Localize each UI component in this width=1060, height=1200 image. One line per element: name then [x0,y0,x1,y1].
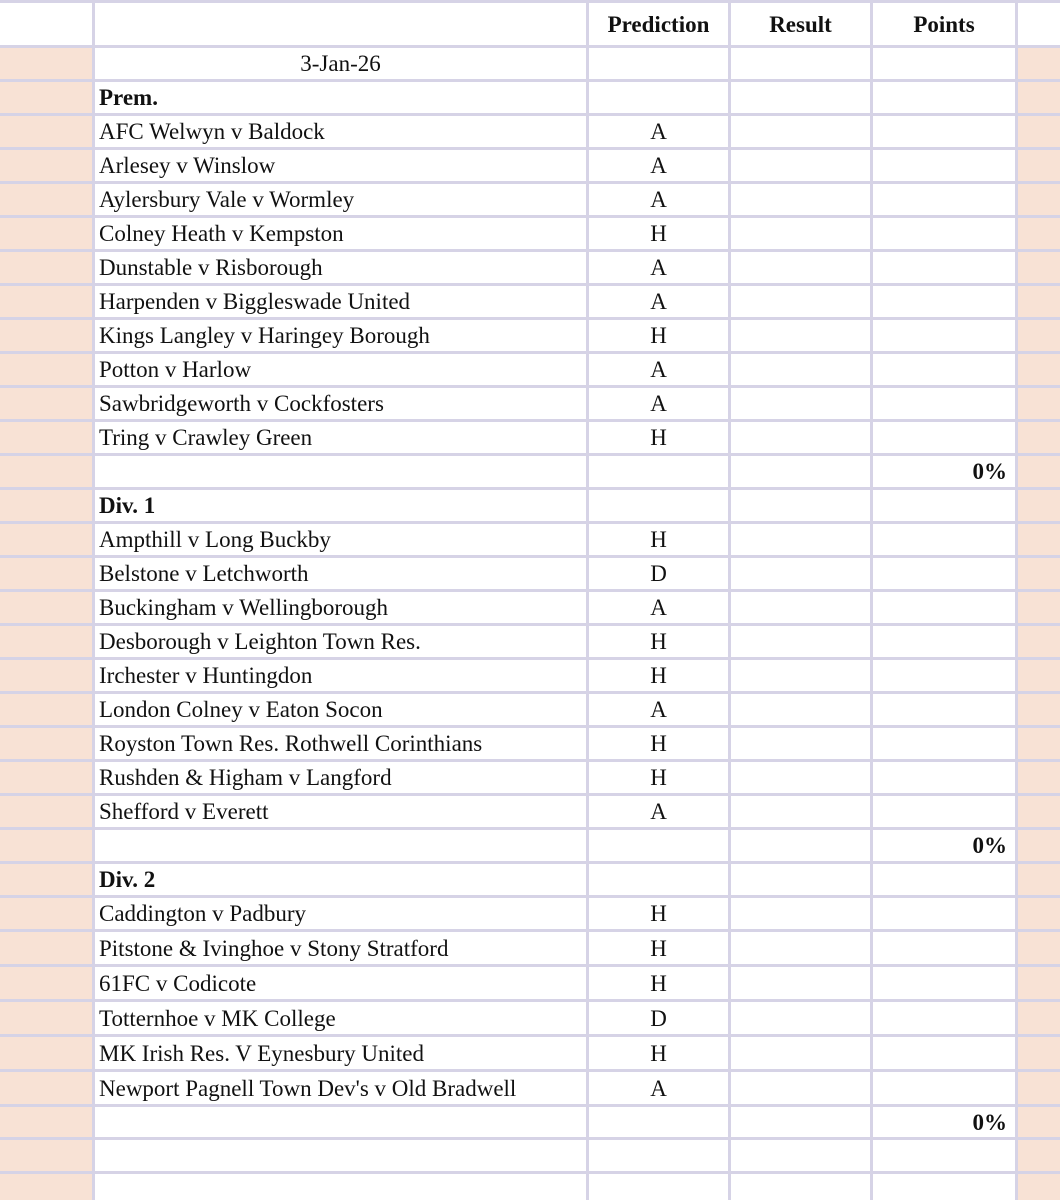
gutter-cell[interactable] [0,932,95,967]
fixture-cell[interactable] [95,830,589,864]
fixture-cell[interactable] [95,1140,589,1174]
match-row [0,116,1060,150]
prediction-cell[interactable]: A [589,796,731,830]
section-total-row [0,830,1060,864]
fixture-cell[interactable] [95,456,589,490]
match-row [0,252,1060,286]
prediction-cell[interactable]: A [589,592,731,626]
gutter-cell[interactable] [0,82,95,116]
points-cell[interactable] [873,1037,1018,1072]
section-header-row [0,82,1060,116]
match-row [0,592,1060,626]
empty-row [0,1140,1060,1174]
right-gutter-cell[interactable] [1018,184,1060,218]
prediction-cell[interactable] [589,1140,731,1174]
points-cell[interactable] [873,524,1018,558]
fixture-cell[interactable]: MK Irish Res. V Eynesbury United [95,1037,589,1072]
gutter-cell[interactable] [0,898,95,932]
points-cell[interactable] [873,286,1018,320]
gutter-cell[interactable] [0,796,95,830]
right-gutter-cell[interactable] [1018,1002,1060,1037]
match-row [0,320,1060,354]
fixture-cell[interactable] [95,1107,589,1140]
prediction-cell[interactable]: H [589,728,731,762]
prediction-cell[interactable]: D [589,1002,731,1037]
result-cell[interactable] [731,967,873,1002]
result-cell[interactable] [731,898,873,932]
section-header-row [0,490,1060,524]
prediction-cell[interactable]: A [589,354,731,388]
header-right-cell[interactable] [1018,0,1060,48]
match-row [0,286,1060,320]
section-title[interactable]: Div. 2 [95,864,589,898]
match-row [0,694,1060,728]
result-cell[interactable] [731,728,873,762]
gutter-cell[interactable] [0,626,95,660]
match-row [0,388,1060,422]
result-cell[interactable] [731,354,873,388]
fixture-cell[interactable]: Caddington v Padbury [95,898,589,932]
points-cell[interactable] [873,1002,1018,1037]
points-cell[interactable] [873,898,1018,932]
prediction-cell[interactable]: A [589,694,731,728]
prediction-cell[interactable]: H [589,660,731,694]
points-cell[interactable] [873,626,1018,660]
gutter-cell[interactable] [0,490,95,524]
match-row [0,932,1060,967]
points-cell[interactable] [873,82,1018,116]
right-gutter-cell[interactable] [1018,1174,1060,1200]
gutter-cell[interactable] [0,967,95,1002]
result-cell[interactable] [731,252,873,286]
right-gutter-cell[interactable] [1018,422,1060,456]
prediction-cell[interactable] [589,82,731,116]
gutter-cell[interactable] [0,150,95,184]
match-row [0,762,1060,796]
prediction-cell[interactable]: H [589,898,731,932]
fixture-cell[interactable]: Buckingham v Wellingborough [95,592,589,626]
prediction-cell[interactable] [589,1107,731,1140]
right-gutter-cell[interactable] [1018,286,1060,320]
header-gutter-cell[interactable] [0,0,95,48]
gutter-cell[interactable] [0,524,95,558]
result-cell[interactable] [731,1140,873,1174]
points-cell[interactable] [873,558,1018,592]
fixture-cell[interactable]: Rushden & Higham v Langford [95,762,589,796]
result-cell[interactable] [731,1174,873,1200]
date-row [0,48,1060,82]
points-cell[interactable] [873,967,1018,1002]
gutter-cell[interactable] [0,252,95,286]
fixture-cell[interactable]: Irchester v Huntingdon [95,660,589,694]
result-cell[interactable] [731,1107,873,1140]
match-row [0,1072,1060,1107]
gutter-cell[interactable] [0,184,95,218]
prediction-column-header[interactable]: Prediction [589,0,731,48]
points-cell[interactable] [873,728,1018,762]
gutter-cell[interactable] [0,1002,95,1037]
gutter-cell[interactable] [0,864,95,898]
points-cell[interactable] [873,490,1018,524]
gutter-cell[interactable] [0,354,95,388]
right-gutter-cell[interactable] [1018,354,1060,388]
result-cell[interactable] [731,796,873,830]
fixture-cell[interactable]: AFC Welwyn v Baldock [95,116,589,150]
result-cell[interactable] [731,456,873,490]
result-cell[interactable] [731,116,873,150]
fixture-cell[interactable]: Harpenden v Biggleswade United [95,286,589,320]
right-gutter-cell[interactable] [1018,388,1060,422]
section-total-row [0,1107,1060,1140]
fixture-cell[interactable]: Kings Langley v Haringey Borough [95,320,589,354]
result-cell[interactable] [731,524,873,558]
right-gutter-cell[interactable] [1018,252,1060,286]
prediction-cell[interactable] [589,1174,731,1200]
prediction-cell[interactable]: H [589,1037,731,1072]
gutter-cell[interactable] [0,218,95,252]
result-cell[interactable] [731,490,873,524]
points-cell[interactable] [873,1174,1018,1200]
right-gutter-cell[interactable] [1018,864,1060,898]
gutter-cell[interactable] [0,388,95,422]
points-cell[interactable] [873,150,1018,184]
points-cell[interactable] [873,116,1018,150]
match-row [0,626,1060,660]
fixture-cell[interactable]: Royston Town Res. Rothwell Corinthians [95,728,589,762]
result-cell[interactable] [731,1002,873,1037]
fixture-cell[interactable]: Newport Pagnell Town Dev's v Old Bradwell [95,1072,589,1107]
right-gutter-cell[interactable] [1018,456,1060,490]
gutter-cell[interactable] [0,660,95,694]
result-cell[interactable] [731,388,873,422]
result-cell[interactable] [731,286,873,320]
result-cell[interactable] [731,150,873,184]
result-cell[interactable] [731,626,873,660]
fixture-cell[interactable]: Dunstable v Risborough [95,252,589,286]
prediction-cell[interactable]: A [589,252,731,286]
gutter-cell[interactable] [0,116,95,150]
empty-row [0,1174,1060,1200]
gutter-cell[interactable] [0,320,95,354]
match-row [0,898,1060,932]
fixture-cell[interactable]: London Colney v Eaton Socon [95,694,589,728]
fixture-cell[interactable]: Potton v Harlow [95,354,589,388]
points-cell[interactable] [873,388,1018,422]
gutter-cell[interactable] [0,728,95,762]
prediction-cell[interactable]: A [589,150,731,184]
right-gutter-cell[interactable] [1018,558,1060,592]
points-cell[interactable] [873,320,1018,354]
section-total-points[interactable]: 0% [873,1107,1018,1140]
prediction-cell[interactable]: A [589,184,731,218]
gutter-cell[interactable] [0,592,95,626]
gutter-cell[interactable] [0,422,95,456]
section-total-points[interactable]: 0% [873,456,1018,490]
right-gutter-cell[interactable] [1018,1037,1060,1072]
right-gutter-cell[interactable] [1018,320,1060,354]
gutter-cell[interactable] [0,1107,95,1140]
right-gutter-cell[interactable] [1018,1072,1060,1107]
fixture-cell[interactable]: Belstone v Letchworth [95,558,589,592]
match-row [0,1002,1060,1037]
prediction-cell[interactable]: H [589,422,731,456]
right-gutter-cell[interactable] [1018,728,1060,762]
fixture-cell[interactable]: Ampthill v Long Buckby [95,524,589,558]
points-cell[interactable] [873,762,1018,796]
right-gutter-cell[interactable] [1018,762,1060,796]
points-cell[interactable] [873,218,1018,252]
right-gutter-cell[interactable] [1018,830,1060,864]
match-row [0,422,1060,456]
right-gutter-cell[interactable] [1018,1107,1060,1140]
match-row [0,660,1060,694]
section-header-row [0,864,1060,898]
prediction-cell[interactable]: A [589,116,731,150]
fixture-cell[interactable]: Arlesey v Winslow [95,150,589,184]
prediction-cell[interactable]: H [589,320,731,354]
right-gutter-cell[interactable] [1018,524,1060,558]
right-gutter-cell[interactable] [1018,218,1060,252]
prediction-cell[interactable]: H [589,524,731,558]
points-cell[interactable] [873,864,1018,898]
prediction-cell[interactable] [589,864,731,898]
fixture-cell[interactable]: Totternhoe v MK College [95,1002,589,1037]
right-gutter-cell[interactable] [1018,82,1060,116]
points-cell[interactable] [873,694,1018,728]
match-row [0,354,1060,388]
match-row [0,796,1060,830]
fixture-cell[interactable]: Aylersbury Vale v Wormley [95,184,589,218]
prediction-cell[interactable] [589,830,731,864]
gutter-cell[interactable] [0,286,95,320]
prediction-cell[interactable] [589,490,731,524]
fixture-cell[interactable]: Desborough v Leighton Town Res. [95,626,589,660]
right-gutter-cell[interactable] [1018,490,1060,524]
points-cell[interactable] [873,184,1018,218]
match-row [0,218,1060,252]
match-row [0,1037,1060,1072]
match-row [0,184,1060,218]
points-cell[interactable] [873,1140,1018,1174]
points-cell[interactable] [873,796,1018,830]
match-row [0,524,1060,558]
fixture-cell[interactable] [95,1174,589,1200]
prediction-cell[interactable]: H [589,218,731,252]
match-row [0,558,1060,592]
gutter-cell[interactable] [0,558,95,592]
header-row [0,0,1060,48]
points-cell[interactable] [873,932,1018,967]
header-fixture-cell[interactable] [95,0,589,48]
result-cell[interactable] [731,218,873,252]
gutter-cell[interactable] [0,1174,95,1200]
result-cell[interactable] [731,1037,873,1072]
prediction-cell[interactable] [589,48,731,82]
right-gutter-cell[interactable] [1018,1140,1060,1174]
points-cell[interactable] [873,422,1018,456]
result-cell[interactable] [731,864,873,898]
points-cell[interactable] [873,660,1018,694]
result-cell[interactable] [731,558,873,592]
match-row [0,150,1060,184]
right-gutter-cell[interactable] [1018,592,1060,626]
points-column-header[interactable]: Points [873,0,1018,48]
result-cell[interactable] [731,184,873,218]
result-cell[interactable] [731,592,873,626]
match-row [0,728,1060,762]
points-cell[interactable] [873,354,1018,388]
gutter-cell[interactable] [0,762,95,796]
match-row [0,967,1060,1002]
right-gutter-cell[interactable] [1018,694,1060,728]
result-cell[interactable] [731,422,873,456]
fixture-cell[interactable]: Tring v Crawley Green [95,422,589,456]
prediction-cell[interactable]: H [589,967,731,1002]
fixture-cell[interactable]: Pitstone & Ivinghoe v Stony Stratford [95,932,589,967]
right-gutter-cell[interactable] [1018,150,1060,184]
gutter-cell[interactable] [0,456,95,490]
right-gutter-cell[interactable] [1018,626,1060,660]
prediction-cell[interactable]: A [589,388,731,422]
points-cell[interactable] [873,48,1018,82]
result-cell[interactable] [731,830,873,864]
right-gutter-cell[interactable] [1018,796,1060,830]
right-gutter-cell[interactable] [1018,967,1060,1002]
prediction-cell[interactable]: D [589,558,731,592]
prediction-cell[interactable] [589,456,731,490]
points-cell[interactable] [873,592,1018,626]
right-gutter-cell[interactable] [1018,48,1060,82]
gutter-cell[interactable] [0,830,95,864]
section-total-points[interactable]: 0% [873,830,1018,864]
result-cell[interactable] [731,82,873,116]
gutter-cell[interactable] [0,1037,95,1072]
fixture-cell[interactable]: Sawbridgeworth v Cockfosters [95,388,589,422]
fixture-cell[interactable]: 61FC v Codicote [95,967,589,1002]
section-total-row [0,456,1060,490]
points-cell[interactable] [873,1072,1018,1107]
prediction-cell[interactable]: H [589,762,731,796]
result-cell[interactable] [731,320,873,354]
result-cell[interactable] [731,694,873,728]
right-gutter-cell[interactable] [1018,932,1060,967]
gutter-cell[interactable] [0,48,95,82]
fixture-cell[interactable]: Colney Heath v Kempston [95,218,589,252]
prediction-cell[interactable]: A [589,286,731,320]
result-cell[interactable] [731,48,873,82]
right-gutter-cell[interactable] [1018,660,1060,694]
result-cell[interactable] [731,762,873,796]
right-gutter-cell[interactable] [1018,898,1060,932]
result-column-header[interactable]: Result [731,0,873,48]
points-cell[interactable] [873,252,1018,286]
fixture-cell[interactable]: Shefford v Everett [95,796,589,830]
result-cell[interactable] [731,1072,873,1107]
gutter-cell[interactable] [0,1140,95,1174]
prediction-cell[interactable]: H [589,932,731,967]
gutter-cell[interactable] [0,1072,95,1107]
result-cell[interactable] [731,932,873,967]
section-title[interactable]: Div. 1 [95,490,589,524]
gutter-cell[interactable] [0,694,95,728]
right-gutter-cell[interactable] [1018,116,1060,150]
prediction-cell[interactable]: H [589,626,731,660]
section-title[interactable]: Prem. [95,82,589,116]
date-cell[interactable]: 3-Jan-26 [95,48,589,82]
prediction-cell[interactable]: A [589,1072,731,1107]
result-cell[interactable] [731,660,873,694]
